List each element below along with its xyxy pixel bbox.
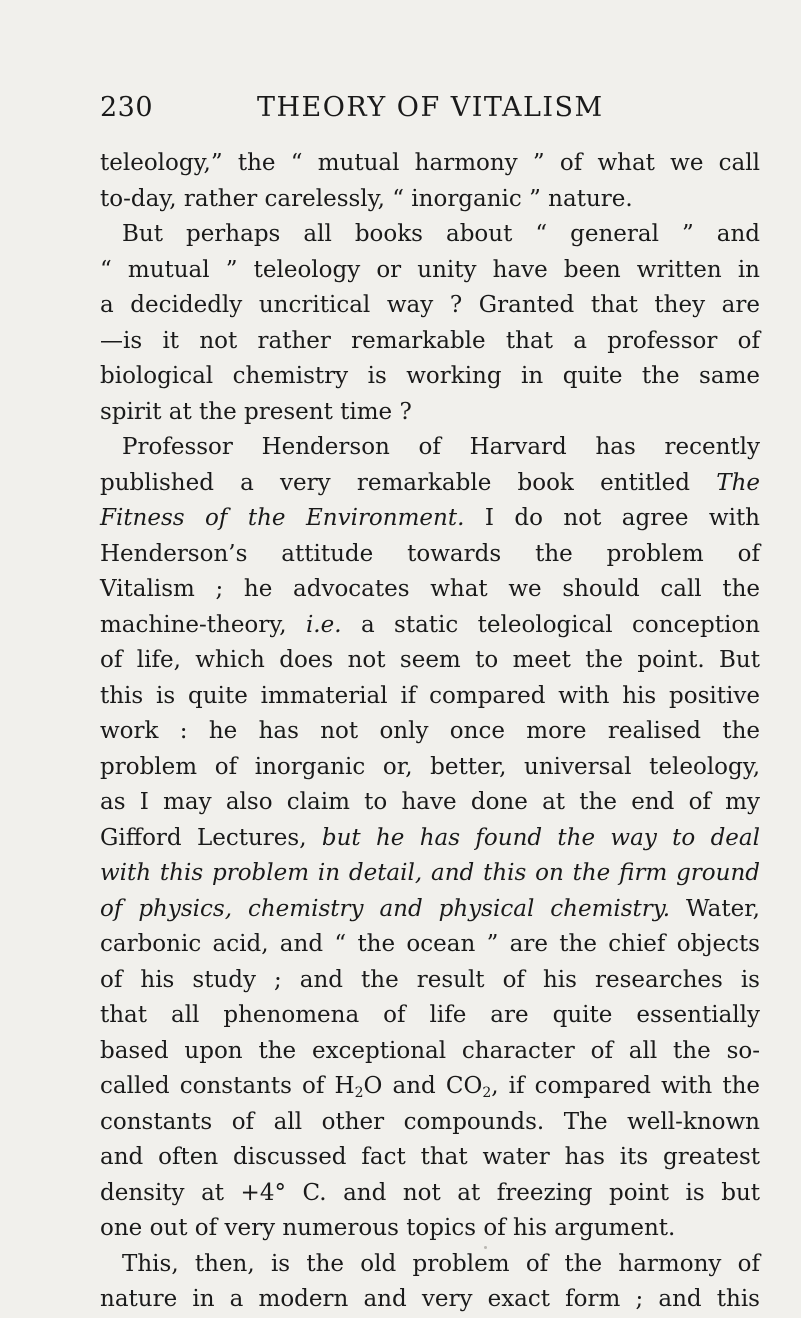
- text-line: problem of inorganic or, better, universal teleology,: [100, 753, 760, 780]
- text-line: based upon the exceptional character of all the so-: [100, 1037, 760, 1064]
- paper-speck: [484, 1246, 487, 1249]
- text-line: to-day, rather carelessly, “ inorganic ” nature.: [100, 185, 633, 212]
- emphasis-italic: of physics, chemistry and physical chemistry.: [100, 895, 671, 922]
- text-line: This, then, is the old problem of the harmony of: [122, 1250, 760, 1277]
- text-line: But perhaps all books about “ general ” and: [122, 221, 760, 247]
- text-line: a decidedly uncritical way ? Granted that they are: [100, 292, 760, 318]
- text-line: one out of very numerous topics of his argument.: [100, 1215, 676, 1241]
- text-line: spirit at the present time ?: [100, 398, 412, 425]
- subscript: 2: [482, 1085, 492, 1101]
- running-title: THEORY OF VITALISM: [257, 92, 604, 123]
- text-line: nature in a modern and very exact form ; and this: [100, 1286, 760, 1312]
- ie-italic: i.e.: [305, 611, 342, 638]
- text-line: [100, 856, 760, 892]
- text-line: Gifford Lectures, but he has found the way to deal: [100, 824, 760, 851]
- book-title-italic: Fitness of the Environment.: [100, 505, 465, 531]
- text-line: work : he has not only once more realised the: [100, 718, 760, 744]
- text-line: Professor Henderson of Harvard has recently: [122, 434, 760, 460]
- text-line: density at +4° C. and not at freezing point is but: [100, 1179, 760, 1206]
- book-title-italic: The: [716, 469, 761, 496]
- subscript: 2: [354, 1085, 364, 1101]
- text-line: —is it not rather remarkable that a professor of: [100, 327, 760, 354]
- text-line: Vitalism ; he advocates what we should call the: [100, 576, 760, 602]
- text-line: and often discussed fact that water has its greatest: [100, 1144, 760, 1170]
- text-line: of physics, chemistry and physical chemistry. Water,: [100, 895, 760, 922]
- emphasis-italic: with this problem in detail, and this on the firm ground: [100, 860, 760, 886]
- text-line: teleology,” the “ mutual harmony ” of what we call: [100, 150, 760, 176]
- text-line: published a very remarkable book entitled The: [100, 469, 761, 496]
- text-line: biological chemistry is working in quite the same: [100, 363, 760, 389]
- text-line: machine-theory, i.e. a static teleological conception: [100, 611, 761, 638]
- text-line: of his study ; and the result of his researches is: [100, 966, 760, 993]
- text-line: called constants of $H_2O$ and $CO_2$, if compared with the: [100, 1073, 760, 1101]
- text-line: this is quite immaterial if compared with his positive: [100, 682, 760, 709]
- text-line: of life, which does not seem to meet the point. But: [100, 647, 760, 673]
- text-line: “ mutual ” teleology or unity have been written in: [100, 256, 760, 283]
- text-line: that all phenomena of life are quite essentially: [100, 1002, 760, 1028]
- emphasis-italic: but he has found the way to deal: [321, 824, 760, 851]
- text-line: as I may also claim to have done at the end of my: [100, 789, 760, 815]
- text-line: Fitness of the Environment. I do not agree with: [100, 505, 760, 531]
- text-line: Henderson’s attitude towards the problem of: [100, 540, 760, 567]
- body-text: [100, 146, 760, 1318]
- page-number: 230: [100, 92, 154, 123]
- running-header: [100, 92, 740, 132]
- text-line: carbonic acid, and “ the ocean ” are the chief objects: [100, 931, 760, 957]
- text-line: constants of all other compounds. The well-known: [100, 1108, 760, 1135]
